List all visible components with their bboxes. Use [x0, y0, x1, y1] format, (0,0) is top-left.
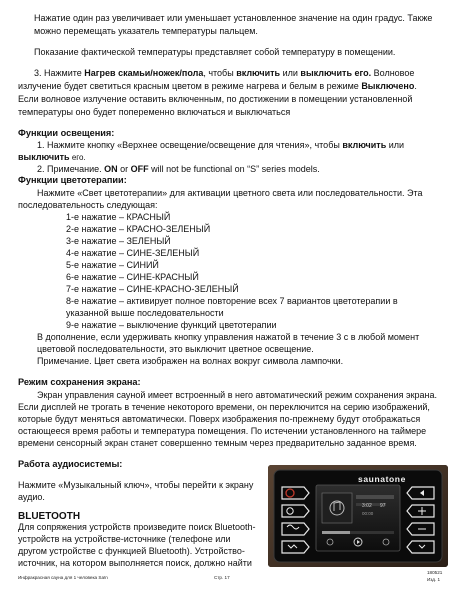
bluetooth-line-3: другом устройстве с функцией Bluetooth). Устройство-	[18, 546, 245, 556]
lighting-heading: Функции освещения:	[18, 128, 115, 138]
color-item: 4-е нажатие – СИНЕ-ЗЕЛЕНЫЙ	[66, 248, 200, 258]
lighting-step-1: 1. Нажмите кнопку «Верхнее освещение/освещение для чтения», чтобы включить или	[37, 140, 405, 150]
footer-left: Инфракрасная сауна для 1 человека Sa!n	[18, 575, 108, 580]
footer-page: Стр. 17	[214, 575, 230, 580]
step3-line-4: температуры оно будет попеременно включаться и выключаться	[18, 107, 291, 117]
step3-line-1: 3. Нажмите Нагрев скамьи/ножек/пола, чтобы включить или выключить его. Волновое	[34, 68, 415, 78]
color-item: 1-е нажатие – КРАСНЫЙ	[66, 212, 171, 222]
control-panel-photo	[268, 465, 448, 567]
bluetooth-line-4: источник, на котором выполняется поиск, должно найти	[18, 558, 252, 568]
color-line-1: Нажмите «Свет цветотерапии» для активации цветного света или последовательности. Эта	[37, 188, 423, 198]
color-item: 9-е нажатие – выключение функций цветотерапии	[66, 320, 277, 330]
screen-sub: 00:00	[362, 511, 374, 516]
step3-line-3: Если волновое излучение оставить включенным, по достижении в помещении установленной	[18, 94, 413, 104]
bluetooth-line-1: Для сопряжения устройств произведите поиск Bluetooth-	[18, 522, 256, 532]
color-note-2: цветовой последовательности, это выключит цветное освещение.	[37, 344, 314, 354]
color-item: 5-е нажатие – СИНИЙ	[66, 260, 159, 270]
intro-line-1: Нажатие один раз увеличивает или уменьшает установленное значение на один градус. Также	[34, 13, 433, 23]
bluetooth-heading: BLUETOOTH	[18, 511, 81, 522]
screen-time: 3:02	[362, 503, 372, 509]
audio-line-2: аудио.	[18, 492, 45, 502]
screensaver-line-5: времени сенсорный экран станет совершенно темным через предварительно заданное время.	[18, 438, 417, 448]
lighting-step-1-cont: выключить его.	[18, 152, 86, 162]
color-item: 2-е нажатие – КРАСНО-ЗЕЛЕНЫЙ	[66, 224, 211, 234]
bluetooth-line-2: устройств на устройстве-источнике (телефоне или	[18, 534, 231, 544]
screensaver-heading: Режим сохранения экрана:	[18, 377, 141, 387]
audio-line-1: Нажмите «Музыкальный ключ», чтобы перейти к экрану	[18, 480, 254, 490]
color-item: 7-е нажатие – СИНЕ-КРАСНО-ЗЕЛЕНЫЙ	[66, 284, 239, 294]
footer-code: 180521	[427, 570, 443, 575]
color-item: 8-е нажатие – активирует полное повторение всех 7 вариантов цветотерапии в	[66, 296, 398, 306]
color-note-1: В дополнение, если удерживать кнопку управления нажатой в течение 3 с в любой момент	[37, 332, 420, 342]
intro-line-2: можно перемещать указатель температуры пальцем.	[34, 26, 258, 36]
footer-edition: Изд. 1	[427, 577, 441, 582]
lighting-step-2: 2. Примечание. ON or OFF will not be functional on “S” series models.	[37, 164, 320, 174]
audio-heading: Работа аудиосистемы:	[18, 459, 123, 469]
screensaver-line-2: Если дисплей не трогать в течение некоторого времени, он переключится на серию изображений,	[18, 402, 430, 412]
color-item: указанной выше последовательности	[66, 308, 224, 318]
color-note-3: Примечание. Цвет света изображен на волнах вокруг символа лампочки.	[37, 356, 344, 366]
brand-logo: saunatone	[358, 474, 406, 484]
screensaver-line-1: Экран управления сауной имеет встроенный в него автоматический режим сохранения экрана.	[37, 390, 438, 400]
screen-temp: 97	[380, 503, 386, 509]
intro-line-3: Показание фактической температуры представляет собой температуру в помещении.	[34, 47, 396, 57]
step3-line-2: излучение будет светиться красным цветом в режиме нагрева и белым в режиме Выключено.	[18, 81, 417, 91]
color-line-2: последовательность следующая:	[18, 200, 158, 210]
color-heading: Функции цветотерапии:	[18, 175, 127, 185]
screensaver-line-4: остающееся время работы и температура помещения. По истечении установленного на таймере	[18, 426, 427, 436]
color-item: 6-е нажатие – СИНЕ-КРАСНЫЙ	[66, 272, 199, 282]
screensaver-line-3: которые будут меняться автоматически. Поверх изображения по-прежнему будут отображаться	[18, 414, 421, 424]
color-item: 3-е нажатие – ЗЕЛЕНЫЙ	[66, 236, 171, 246]
